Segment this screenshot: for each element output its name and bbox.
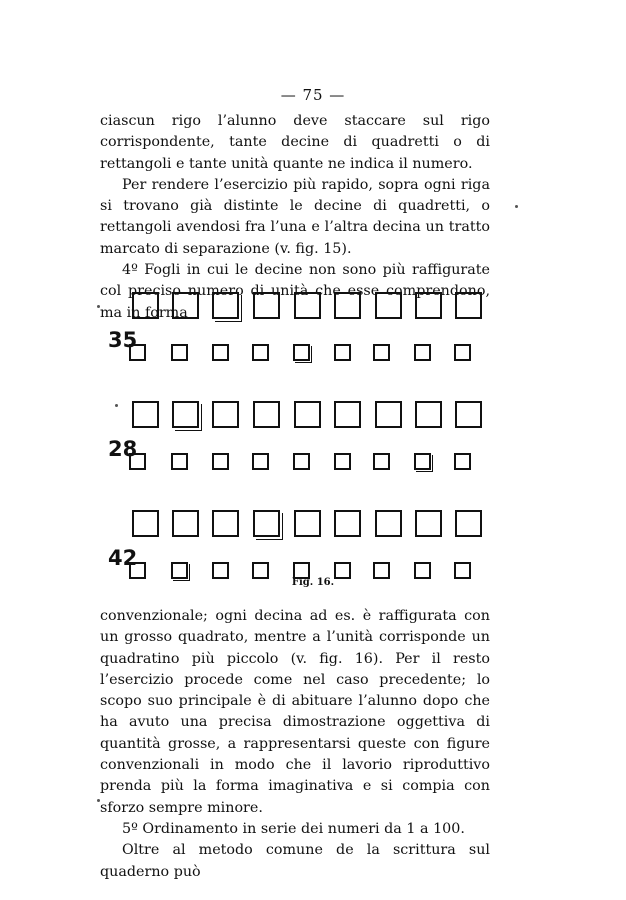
row-number: 28 [108,437,138,461]
ten-square [172,292,199,319]
ten-square [132,510,159,537]
unit-square [454,453,471,470]
row-number: 42 [108,546,138,570]
ten-square [212,401,239,428]
ten-square [172,510,199,537]
ten-square [172,401,199,428]
unit-square [334,344,351,361]
figure-caption: Fig. 16. [291,577,335,588]
cut-mark [295,346,312,363]
paragraph-item-4: 4º Fogli in cui le decine non sono più raffigurate col preciso numero di unità che esse comprendono, ma in forma [100,262,490,321]
scan-speck [97,305,100,308]
cut-mark [175,404,202,431]
scan-speck [97,799,100,802]
cut-mark [416,455,433,472]
ten-square [334,510,361,537]
ten-square [132,401,159,428]
ten-square [455,401,482,428]
paragraph-conventional: convenzionale; ogni decina ad es. è raffigurata con un grosso quadrato, mentre a l’unità corrisponde un quadratino più piccolo (v. fig. 16). Per il resto l’esercizio procede come nel caso precedente; lo scopo suo principale è di abituare l’alunno dopo che ha avuto una precisa dimostrazione oggettiva di quantità grosse, a rappresentarsi queste con figure convenzionali in modo che il lavorio riproduttivo prenda più la forma imaginativa e si compia con sforzo sempre minore. [100,608,490,816]
ten-square [415,292,442,319]
ten-square [212,292,239,319]
ten-square [253,292,280,319]
ten-square [334,401,361,428]
ten-square [253,401,280,428]
ten-square [455,510,482,537]
ten-square [455,292,482,319]
page-number: — 75 — [280,86,346,104]
text-block-bottom [100,606,490,883]
unit-square [334,453,351,470]
ten-square [294,510,321,537]
figure-16 [0,280,626,600]
unit-square [373,453,390,470]
unit-square [293,344,310,361]
unit-square [373,344,390,361]
row-number: 35 [108,328,138,352]
ten-square [253,510,280,537]
unit-square [293,453,310,470]
ten-square [415,510,442,537]
ten-square [294,401,321,428]
ten-square [334,292,361,319]
unit-square [212,344,229,361]
unit-square [212,453,229,470]
unit-square [171,344,188,361]
cut-mark [215,295,242,322]
scan-speck [515,205,518,208]
paragraph-method: Oltre al metodo comune de la scrittura sul quaderno può [100,842,490,880]
unit-square [171,453,188,470]
cut-mark [256,513,283,540]
unit-square [252,344,269,361]
paragraph-exercise-speed: Per rendere l’esercizio più rapido, sopra ogni riga si trovano già distinte le decine di quadretti, o rettangoli avendosi fra l’una e l’altra decina un tratto marcato di separazione (v. fig. 15). [100,176,490,257]
ten-square [375,510,402,537]
ten-square [212,510,239,537]
scan-speck [115,404,118,407]
unit-square [414,344,431,361]
ten-square [132,292,159,319]
ten-square [375,292,402,319]
ten-square [415,401,442,428]
ten-square [294,292,321,319]
paragraph-continuation: ciascun rigo l’alunno deve staccare sul rigo corrispondente, tante decine di quadretti o di rettangoli e tante unità quante ne indica il numero. [100,113,490,172]
paragraph-item-5: 5º Ordinamento in serie dei numeri da 1 a 100. [122,820,465,837]
unit-square [252,453,269,470]
ten-square [375,401,402,428]
unit-square [414,453,431,470]
unit-square [454,344,471,361]
